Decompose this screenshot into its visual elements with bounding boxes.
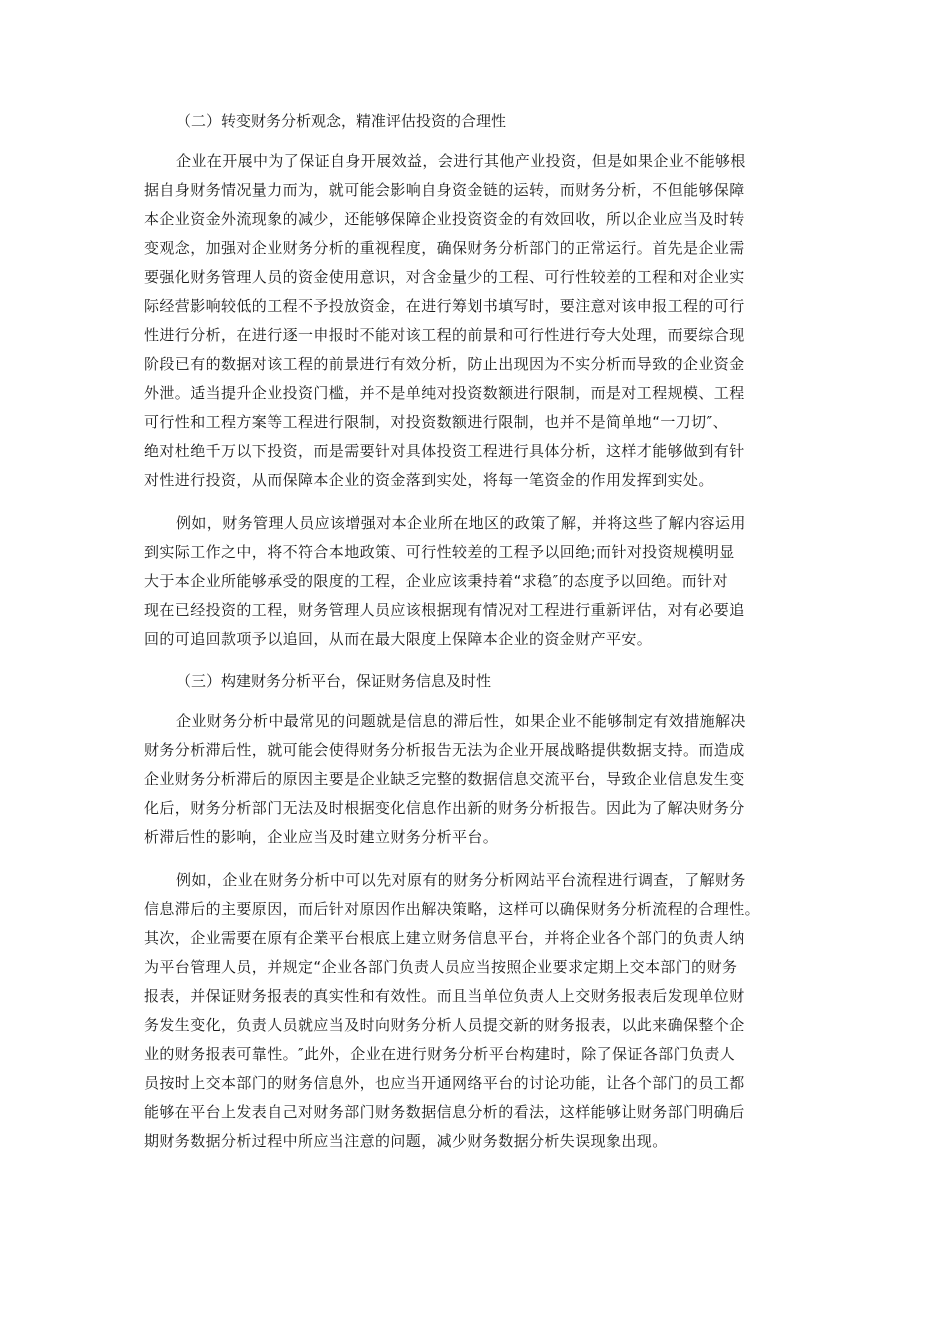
document-page bbox=[144, 108, 806, 1170]
paragraph-info-lag bbox=[144, 707, 806, 852]
text-line: 员按时上交本部门的财务信息外，也应当开通网络平台的讨论功能，让各个部门的员工都 bbox=[144, 1074, 745, 1092]
text-line: 大于本企业所能够承受的限度的工程，企业应该秉持着“求稳″的态度予以回绝。而针对 bbox=[144, 572, 728, 590]
text-line: 报表，并保证财务报表的真实性和有效性。而且当单位负责人上交财务报表后发现单位财 bbox=[144, 987, 745, 1005]
text-line: 例如，财务管理人员应该增强对本企业所在地区的政策了解，并将这些了解内容运用 bbox=[176, 514, 746, 532]
section-heading-3: （三）构建财务分析平台，保证财务信息及时性 bbox=[176, 672, 492, 690]
text-line: 务发生变化，负责人员就应当及时向财务分析人员提交新的财务报表，以此来确保整个企 bbox=[144, 1016, 745, 1034]
text-line: 财务分析滞后性，就可能会使得财务分析报告无法为企业开展战略提供数据支持。而造成 bbox=[144, 741, 745, 759]
text-line: 据自身财务情况量力而为，就可能会影响自身资金链的运转，而财务分析，不但能够保障 bbox=[144, 181, 745, 199]
text-line: 绝对杜绝千万以下投资，而是需要针对具体投资工程进行具体分析，这样才能够做到有针 bbox=[144, 442, 745, 460]
text-line: 本企业资金外流现象的减少，还能够保障企业投资资金的有效回收，所以企业应当及时转 bbox=[144, 210, 745, 228]
paragraph-investment-rationality bbox=[144, 147, 806, 495]
text-line: 企业在开展中为了保证自身开展效益，会进行其他产业投资，但是如果企业不能够根 bbox=[176, 152, 746, 170]
text-line: 回的可追回款项予以追回，从而在最大限度上保障本企业的资金财产平安。 bbox=[144, 630, 653, 648]
text-line: 化后，财务分析部门无法及时根据变化信息作出新的财务分析报告。因此为了解决财务分 bbox=[144, 799, 745, 817]
section-heading-2: （二）转变财务分析观念，精准评估投资的合理性 bbox=[176, 112, 507, 130]
text-line: 可行性和工程方案等工程进行限制，对投资数额进行限制，也并不是简单地“一刀切″、 bbox=[144, 413, 728, 431]
text-line: 为平台管理人员，并规定“企业各部门负责人员应当按照企业要求定期上交本部门的财务 bbox=[144, 958, 738, 976]
text-line: 例如，企业在财务分析中可以先对原有的财务分析网站平台流程进行调查，了解财务 bbox=[176, 871, 746, 889]
paragraph-policy-example bbox=[144, 509, 806, 654]
text-line: 信息滞后的主要原因，而后针对原因作出解决策略，这样可以确保财务分析流程的合理性。 bbox=[144, 900, 761, 918]
text-line: 外泄。适当提升企业投资门槛，并不是单纯对投资数额进行限制，而是对工程规模、工程 bbox=[144, 384, 745, 402]
text-line: 到实际工作之中，将不符合本地政策、可行性较差的工程予以回绝;而针对投资规模明显 bbox=[144, 543, 735, 561]
text-line: 阶段已有的数据对该工程的前景进行有效分析，防止出现因为不实分析而导致的企业资金 bbox=[144, 355, 745, 373]
text-line: 业的财务报表可靠性。″此外，企业在进行财务分析平台构建时，除了保证各部门负责人 bbox=[144, 1045, 736, 1063]
text-line: 其次，企业需要在原有企業平台根底上建立财务信息平台，并将企业各个部门的负责人纳 bbox=[144, 929, 745, 947]
text-line: 要强化财务管理人员的资金使用意识，对含金量少的工程、可行性较差的工程和对企业实 bbox=[144, 268, 745, 286]
text-line: 能够在平台上发表自己对财务部门财务数据信息分析的看法，这样能够让财务部门明确后 bbox=[144, 1103, 745, 1121]
text-line: 性进行分析，在进行逐一申报时不能对该工程的前景和可行性进行夸大处理，而要综合现 bbox=[144, 326, 745, 344]
text-line: 析滞后性的影响，企业应当及时建立财务分析平台。 bbox=[144, 828, 499, 846]
text-line: 期财务数据分析过程中所应当注意的问题，减少财务数据分析失误现象出现。 bbox=[144, 1132, 668, 1150]
text-line: 企业财务分析滞后的原因主要是企业缺乏完整的数据信息交流平台，导致企业信息发生变 bbox=[144, 770, 745, 788]
text-line: 变观念，加强对企业财务分析的重视程度，确保财务分析部门的正常运行。首先是企业需 bbox=[144, 239, 745, 257]
text-line: 对性进行投资，从而保障本企业的资金落到实处，将每一笔资金的作用发挥到实处。 bbox=[144, 471, 714, 489]
text-line: 企业财务分析中最常见的问题就是信息的滞后性，如果企业不能够制定有效措施解决 bbox=[176, 712, 746, 730]
paragraph-platform-example bbox=[144, 866, 806, 1156]
text-line: 现在已经投资的工程，财务管理人员应该根据现有情况对工程进行重新评估，对有必要追 bbox=[144, 601, 745, 619]
text-line: 际经营影响较低的工程不予投放资金，在进行筹划书填写时，要注意对该申报工程的可行 bbox=[144, 297, 745, 315]
